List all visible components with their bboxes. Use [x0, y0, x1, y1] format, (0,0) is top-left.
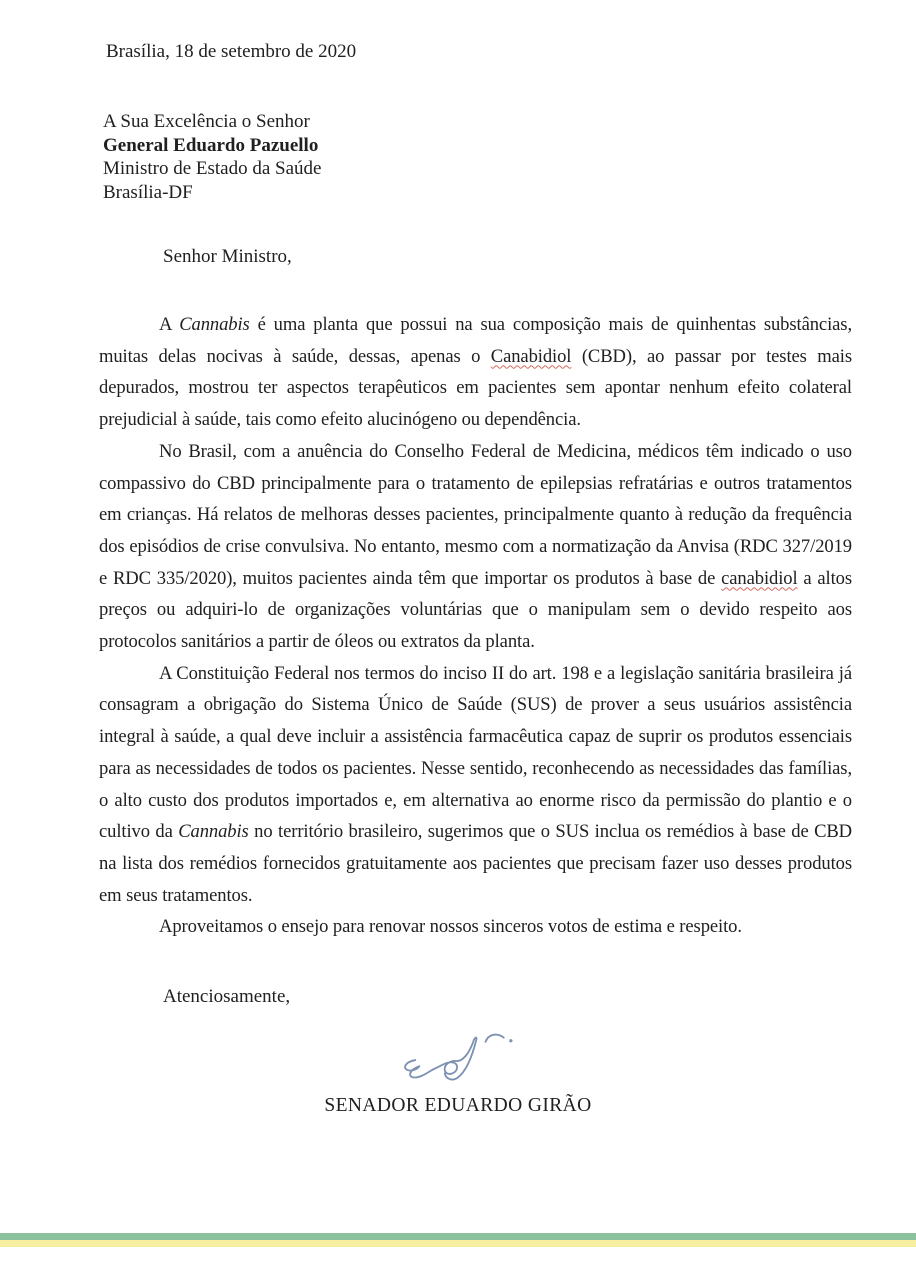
recipient-line: Ministro de Estado da Saúde: [103, 158, 322, 179]
text-segment: A: [159, 314, 180, 335]
spellcheck-flagged-word: canabidiol: [721, 567, 798, 589]
date-line: Brasília, 18 de setembro de 2020: [106, 41, 357, 62]
letter-paragraph: [99, 436, 852, 658]
text-segment: a altos preços ou adquiri-lo de organizações voluntárias que o manipulam sem o devido respeito aos protocolos sanitários a partir de óleos ou extratos da planta.: [99, 567, 852, 653]
text-segment: A Constituição Federal nos termos do inciso II do art. 198 e a legislação sanitária brasileira já consagram a obrigação do Sistema Único de Saúde (SUS) de prover a seus usuários assistência integral à saúde, a qual deve incluir a assistência farmacêutica capaz de suprir os produtos essenciais para as necessidades de todos os pacientes. Nesse sentido, reconhecendo as necessidades das famílias, o alto custo dos produtos importados e, em alternativa ao enorme risco da permissão do plantio e o cultivo da: [99, 662, 852, 843]
letter-paragraph: [99, 658, 852, 912]
text-segment: Aproveitamos o ensejo para renovar nossos sinceros votos de estima e respeito.: [159, 916, 742, 938]
text-segment: no território brasileiro, sugerimos que o SUS inclua os remédios à base de CBD na lista dos remédios fornecidos gratuitamente aos pacientes que precisam fazer uso desses produtos em seus tratamentos.: [99, 821, 852, 906]
italic-term: Cannabis: [178, 821, 249, 843]
footer-stripe-green: [0, 1233, 916, 1240]
italic-term: Cannabis: [179, 314, 250, 335]
recipient-line: Brasília-DF: [103, 181, 193, 203]
letter-body: [99, 309, 852, 943]
recipient-line: General Eduardo Pazuello: [103, 134, 319, 156]
signer-name: SENADOR EDUARDO GIRÃO: [324, 1095, 592, 1116]
text-segment: No Brasil, com a anuência do Conselho Federal de Medicina, médicos têm indicado o uso compassivo do CBD principalmente para o tratamento de epilepsias refratárias e outros tratamentos em crianças. Há relatos de melhoras desses pacientes, principalmente quanto à redução da frequência dos episódios de crise convulsiva. No entanto, mesmo com a normatização da Anvisa (RDC 327/2019 e RDC 335/2020), muitos pacientes ainda têm que importar os produtos à base de: [99, 440, 852, 589]
text-segment: é uma planta que possui na sua composição mais de quinhentas substâncias, muitas delas nocivas à saúde, dessas, apenas o: [99, 314, 852, 367]
letter-paragraph: [99, 309, 852, 436]
salutation: Senhor Ministro,: [163, 246, 292, 267]
recipient-block: [103, 110, 321, 204]
spellcheck-flagged-word: Canabidiol: [490, 345, 572, 367]
text-segment: (CBD), ao passar por testes mais depurados, mostrou ter aspectos terapêuticos em pacientes sem apontar nenhum efeito colateral prejudicial à saúde, tais como efeito alucinógeno ou dependência.: [99, 345, 852, 431]
closing-line: Atenciosamente,: [163, 986, 291, 1007]
letter-paragraph: [99, 911, 852, 943]
footer-stripe-yellow: [0, 1240, 916, 1247]
signature-block: [0, 1026, 916, 1084]
recipient-line: A Sua Excelência o Senhor: [103, 111, 310, 132]
signature-icon: [398, 1026, 518, 1084]
